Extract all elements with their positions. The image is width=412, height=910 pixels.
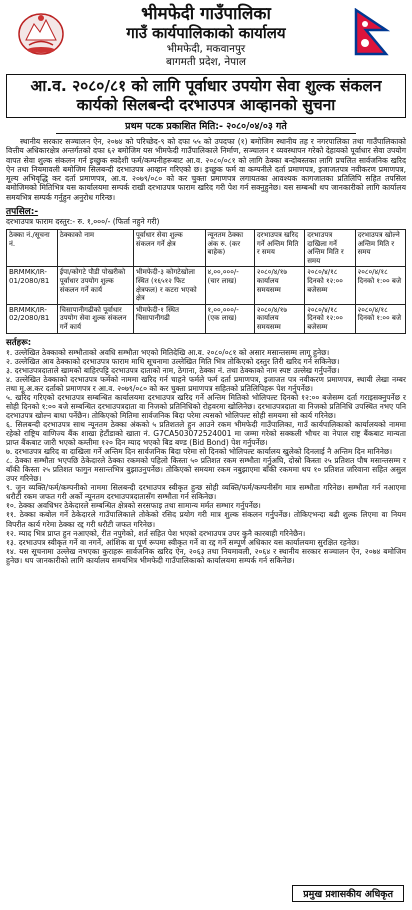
condition-item: ११. ठेक्का कबोल गर्ने ठेकेदारले गाउँपालिकाले तोकेको रसिद प्रयोग गरी मात्र शुल्क संकलन गर्नुपर्नेछ। तोकिएभन्दा बढी शुल्क लिएमा वा नियम विपरीत कार्य गरेमा ठेक्का रद्द गरी धरौटी जफत गरिनेछ। <box>6 510 406 529</box>
condition-item: २. उल्लेखित आव ठेक्काको दरभाउपत्र फाराम माथि सूचनामा उल्लेखित मिति भित्र तोकिएको दस्तुर तिरी खरिद गर्न सकिनेछ। <box>6 356 340 366</box>
table-cell: BRMMK/IR-01/2080/81 <box>7 267 58 304</box>
condition-item: १३. दरभाउपत्र स्वीकृत गर्ने वा नगर्ने, आंशिक वा पूर्ण रूपमा स्वीकृत गर्ने वा रद्द गर्ने सम्पूर्ण अधिकार यस कार्यालयमा सुरक्षित रहनेछ। <box>6 537 360 547</box>
col-header: पूर्वाधार सेवा शुल्क संकलन गर्ने क्षेत्र <box>133 230 205 267</box>
conditions-heading: सर्तहरू: <box>6 337 32 348</box>
table-row <box>7 304 406 333</box>
conditions-list <box>6 348 406 565</box>
notice-title <box>6 74 406 118</box>
condition-item: ६. सिलबन्दी दरभाउपत्र साथ न्यूनतम ठेक्का अंकको ५ प्रतिशतले हुन आउने रकम भीमफेदी गाउँपालिका, गाउँ कार्यपालिकाको कार्यालयको नाममा रहेको राष्ट्रिय वाणिज्य बैंक शाखा हेटौंडाको खाता नं. G7CA503072524001 मा जम्मा गरेको सक्कली भौचर वा नेपाल राष्ट्र बैंकबाट मान्यता प्राप्त बैंकबाट जारी भएको कम्तीमा १२० दिन म्याद भएको बिड बण्ड (Bid Bond) पेश गर्नुपर्नेछ। <box>6 419 406 448</box>
signatory: प्रमुख प्रशासकीय अधिकृत <box>292 885 404 902</box>
table-cell: ईपा/कोगटे पौडी पोखरीको पूर्वाधार उपयोग शुल्क संकलन गर्ने कार्य <box>57 267 133 304</box>
condition-item: ८. ठेक्का सम्भौता भएपछि ठेकेदारले ठेक्का रकमको पहिलो किस्ता ५० प्रतिशत रकम सम्भौता गर्नुअघि, दोस्रो किस्ता २५ प्रतिशत पौष मसान्तसम्म र बाँकी किस्ता २५ प्रतिशत फागुन मसान्तभित्र बुझाउनुपर्नेछ। तोकिएको समयमा रकम नबुझाएमा बाँकी रकममा थप १० प्रतिशत जरिवाना सहित असुल उपर गरिनेछ। <box>6 456 406 484</box>
condition-item: १४. यस सूचनामा उल्लेख नभएका कुराहरू सार्वजनिक खरिद ऐन, २०६३ तथा नियमावली, २०६४ र स्थानीय सरकार सञ्चालन ऐन, २०७४ बमोजिम हुनेछ। थप जानकारीको लागि कार्यालय समयभित्र भीमफेदी गाउँपालिकाको कार्यालयमा सम्पर्क गर्न सकिनेछ। <box>6 546 406 565</box>
tapasil-heading: तपसिल:- <box>6 207 39 218</box>
table-cell: २०८०/४/१७ कार्यालय समयसम्म <box>254 304 304 333</box>
table-cell: १,००,०००/- (एक लाख) <box>205 304 254 333</box>
col-header: दरभाउपत्र खोल्ने अन्तिम मिति र समय <box>355 230 405 267</box>
condition-item: १०. ठेक्का अवधिभर ठेकेदारले सम्बन्धित क्षेत्रको सरसफाइ तथा सामान्य मर्मत सम्भार गर्नुपर्नेछ। <box>6 501 261 511</box>
table-cell: २०८०/४/१८ दिनको १:०० बजे <box>355 304 405 333</box>
title-line-2: कार्यको सिलबन्दी दरभाउपत्र आव्हानको सुचना <box>76 96 336 114</box>
table-cell: BRMMK/IR-02/2080/81 <box>7 304 58 333</box>
condition-item: १. उल्लेखित ठेक्काको सम्भौताको अवधि सम्भौता भएको मितिदेखि आ.व. २०८०/०८१ को असार मसान्तसम्म लागू हुनेछ। <box>6 347 330 357</box>
condition-item: ९. जुन व्यक्ति/फर्म/कम्पनीको नाममा सिलबन्दी दरभाउपत्र स्वीकृत हुन्छ सोही व्यक्ति/फर्म/कम्पनीसँग मात्र सम्भौता गरिनेछ। सम्भौता गर्न नआएमा धरौटी रकम जफत गरी अर्को न्यूनतम दरभाउपत्रदातासँग सम्भौता गर्न सकिनेछ। <box>6 483 406 502</box>
office-province: बागमती प्रदेश, नेपाल <box>166 56 246 68</box>
table-cell: २०८०/४/१८ दिनको १२:०० बजेसम्म <box>305 304 355 333</box>
condition-item: ७. दरभाउपत्र खरिद वा दाखिला गर्ने अन्तिम दिन सार्वजनिक बिदा परेमा सो दिनको भोलिपल्ट कार्यालय खुलेको दिनलाई नै अन्तिम दिन मानिनेछ। <box>6 447 393 457</box>
col-header: दरभाउपत्र दाखिला गर्ने अन्तिम मिति र समय <box>305 230 355 267</box>
condition-item: ५. खरिद गरिएको दरभाउपत्र सम्बन्धित कार्यालयमा दरभाउपत्र खरिद गर्ने अन्तिम मितिको भोलिपल्ट दिनको १२:०० बजेसम्म दर्ता गराइसक्नुपर्नेछ र सोही दिनको १:०० बजे सम्बन्धित दरभाउपत्रदाता वा निजको प्रतिनिधिको रोहवरमा खोलिनेछ। दरभाउपत्रदाता वा निजको प्रतिनिधि उपस्थित नभए पनि दरभाउपत्र खोल्न बाधा पर्नेछैन। तोकिएको मितिमा सार्वजनिक बिदा परेमा त्यसको भोलिपल्ट सोही समयमा सो कार्य गरिनेछ। <box>6 392 406 420</box>
condition-item: १२. म्याद भित्र प्राप्त हुन नआएको, रीत नपुगेको, शर्त सहित पेश भएको दरभाउपत्र उपर कुनै कारबाही गरिनेछैन। <box>6 528 306 538</box>
col-header: दरभाउपत्र खरिद गर्ने अन्तिम मिति र समय <box>254 230 304 267</box>
table-header-row <box>7 230 406 267</box>
col-header: ठेक्काको नाम <box>57 230 133 267</box>
office-name: गाउँ कार्यपालिकाको कार्यालय <box>126 24 286 42</box>
form-fee: दरभाउपत्र फाराम दस्तुर:- रु. १,०००/- (फिर्ता नहुने गरी) <box>6 217 160 227</box>
intro-paragraph: स्थानीय सरकार सञ्चालन ऐन, २०७४ को परिच्छेद-९ को दफा ५५ को उपदफा (१) बमोजिम स्थानीय तह र नगरपालिका तथा गाउँपालिकाको वित्तीय अधिकारक्षेत्र अन्तर्गतको दफा ६२ बमोजिम यस भीमफेदी गाउँपालिकाले निर्माण, सञ्चालन र व्यवस्थापन गरेको देहायको पूर्वाधार सेवा उपयोग वापत सेवा शुल्क संकलन गर्न इच्छुक स्वदेशी फर्म/कम्पनीहरूबाट आ.व. २०८०/०८१ को लागि ठेक्का बन्दोबस्तका लागि प्रचलित सार्वजनिक खरिद ऐन तथा नियमावली बमोजिम सिलबन्दी दरभाउपत्र आव्हान गरिएको छ। इच्छुक फर्म वा कम्पनीले दर्ता प्रमाणपत्र, इजाजतपत्र नवीकरण प्रमाणपत्र, मूल्य अभिवृद्धि कर दर्ता प्रमाणपत्र, आ.व. २०७९/०८० को कर चुक्ता प्रमाणपत्र लगायतका आवश्यक कागजातका प्रतिलिपि सहित तपसिल बमोजिमको मितिभित्र यस कार्यालयमा सम्पर्क राखी दरभाउपत्र फाराम खरिद गरी पेश गर्न सक्नुहुनेछ। यस सम्बन्धी थप जानकारीको लागि कार्यालय समयभित्र सम्पर्क गर्नुहुन अनुरोध गरिन्छ। <box>6 137 406 202</box>
condition-item: ४. उल्लेखित ठेक्काको दरभाउपत्र फर्मको नाममा खरिद गर्न चाहने फर्मले फर्म दर्ता प्रमाणपत्र, इजाजत पत्र नवीकरण प्रमाणपत्र, स्थायी लेखा नम्बर तथा मू.अ.कर दर्ताको प्रमाणपत्र र आ.व. २०७९/०८० को कर चुक्ता प्रमाणपत्र सहितको प्रतिलिपिहरू पेश गर्नुपर्नेछ। <box>6 374 406 393</box>
header <box>6 4 406 72</box>
table-cell: ४,००,०००/- (चार लाख) <box>205 267 254 304</box>
table-cell: भीमफेदी-३ कोगटेखोला स्थित (१६५१२ फिट क्षेत्रफल) र कटरा भएको क्षेत्र <box>133 267 205 304</box>
condition-item: ३. दरभाउपत्रदाताले खामको बाहिरपट्टि दरभाउपत्र दाताको नाम, ठेगाना, ठेक्का नं. तथा ठेक्काको नाम स्पष्ट उल्लेख गर्नुपर्नेछ। <box>6 365 340 375</box>
nepal-emblem-icon <box>16 10 66 56</box>
col-header: ठेक्का नं./सूचना नं. <box>7 230 58 267</box>
table-cell: भीमफेदी-१ स्थित चिसापानीगढी <box>133 304 205 333</box>
table-cell: चिसापानीगढीको पूर्वाधार उपयोग सेवा शुल्क संकलन गर्ने कार्य <box>57 304 133 333</box>
publish-date: प्रथम पटक प्रकाशित मिति:- २०८०/०४/०३ गते <box>56 121 356 134</box>
table-cell: २०८०/४/१७ कार्यालय समयसम्म <box>254 267 304 304</box>
contract-table <box>6 229 406 334</box>
nepal-flag-icon <box>354 8 390 56</box>
table-cell: २०८०/४/१८ दिनको १:०० बजे <box>355 267 405 304</box>
table-row <box>7 267 406 304</box>
table-cell: २०८०/४/१८ दिनको १२:०० बजेसम्म <box>305 267 355 304</box>
municipality-name: भीमफेदी गाउँपालिका <box>141 4 271 24</box>
col-header: न्यूनतम ठेक्का अंक रु. (कर बाहेक) <box>205 230 254 267</box>
office-location: भीमफेदी, मकवानपुर <box>166 43 246 55</box>
title-line-1: आ.व. २०८०/८१ को लागि पूर्वाधार उपयोग सेवा शुल्क संकलन <box>30 77 382 95</box>
